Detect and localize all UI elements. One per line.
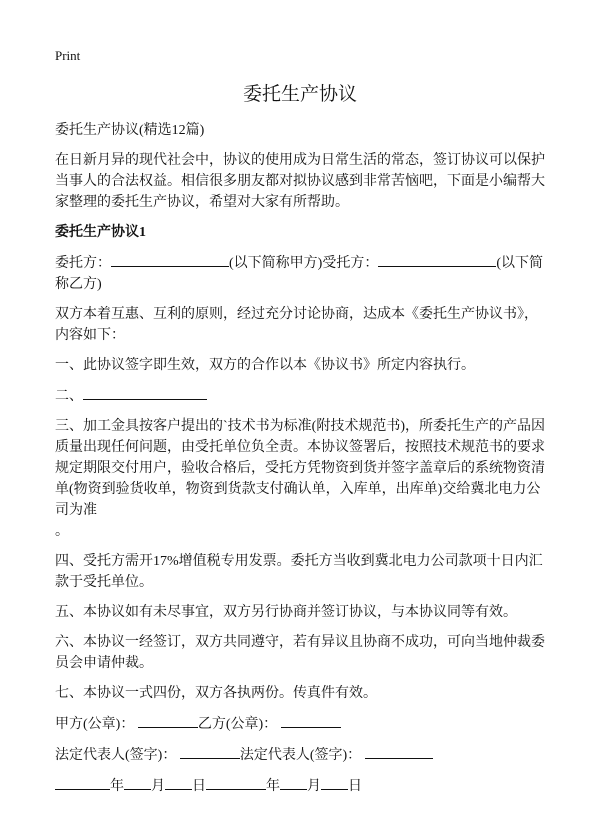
legal-rep-a-blank — [180, 744, 240, 759]
section-heading: 委托生产协议1 — [55, 225, 146, 240]
date-line — [55, 775, 547, 797]
clause-3: 三、加工金具按客户提出的`技术书为标准(附技术规范书)，所委托生产的产品因质量出现任何问题，由受托单位负全责。本协议签署后，按照技术规范书的要求规定期限交付用户，验收合格后，受托方凭物资到货并签字盖章后的系统物资清单(物资到验货收单，物资到货款支付确认单，入库单，出库单)交给冀北电力公司为准 — [55, 419, 545, 518]
year-b-blank — [206, 775, 266, 790]
legal-rep-a-label: 法定代表人(签字)： — [55, 748, 177, 763]
day-b-label: 日 — [348, 779, 362, 794]
clause-3-end: 。 — [55, 524, 69, 539]
month-a-label: 月 — [151, 779, 165, 794]
entrust-suffix: (以下简称甲方)受托方： — [229, 256, 379, 271]
preamble: 双方本着互惠、互利的原则，经过充分讨论协商，达成本《委托生产协议书》，内容如下： — [55, 307, 538, 343]
party-b-seal-blank — [281, 713, 341, 728]
subtitle: 委托生产协议(精选12篇) — [55, 123, 205, 138]
legal-rep-line — [55, 744, 547, 766]
document-body — [55, 120, 547, 806]
party-a-seal-blank — [138, 713, 198, 728]
entrust-label: 委托方： — [55, 256, 111, 271]
legal-rep-b-label: 法定代表人(签字)： — [239, 748, 362, 763]
clause-6: 六、本协议一经签订，双方共同遵守，若有异议且协商不成功，可向当地仲裁委员会申请仲裁。 — [55, 635, 545, 671]
day-a-blank — [165, 775, 192, 790]
intro-paragraph: 在日新月异的现代社会中，协议的使用成为日常生活的常态，签订协议可以保护当事人的合法权益。相信很多朋友都对拟协议感到非常苦恼吧，下面是小编帮大家整理的委托生产协议，希望对大家有所帮助。 — [55, 153, 545, 210]
year-b-label: 年 — [266, 779, 280, 794]
party-b-seal-label: 乙方(公章)： — [197, 717, 278, 732]
trustee-blank — [378, 252, 496, 267]
month-a-blank — [124, 775, 151, 790]
clause-2 — [55, 385, 547, 407]
clause-2-blank — [83, 385, 207, 400]
seal-line — [55, 713, 547, 735]
month-b-blank — [280, 775, 307, 790]
year-a-label: 年 — [110, 779, 124, 794]
trustee-suffix: (以下简称乙方) — [55, 256, 543, 292]
day-b-blank — [321, 775, 348, 790]
party-a-seal-label: 甲方(公章)： — [55, 717, 135, 732]
document-title: 委托生产协议 — [242, 83, 357, 105]
clause-7: 七、本协议一式四份，双方各执两份。传真件有效。 — [55, 686, 377, 701]
clause-5: 五、本协议如有未尽事宜，双方另行协商并签订协议，与本协议同等有效。 — [55, 605, 517, 620]
year-a-blank — [55, 775, 110, 790]
month-b-label: 月 — [307, 779, 321, 794]
print-link[interactable]: Print — [55, 48, 81, 63]
legal-rep-b-blank — [365, 744, 433, 759]
day-a-label: 日 — [192, 779, 206, 794]
entrust-blank — [111, 252, 229, 267]
clause-4: 四、受托方需开17%增值税专用发票。委托方当收到冀北电力公司款项十日内汇款于受托单位。 — [55, 554, 543, 590]
parties-line — [55, 252, 547, 295]
clause-2-label: 二、 — [55, 389, 83, 404]
clause-1: 一、此协议签字即生效，双方的合作以本《协议书》所定内容执行。 — [55, 358, 475, 373]
